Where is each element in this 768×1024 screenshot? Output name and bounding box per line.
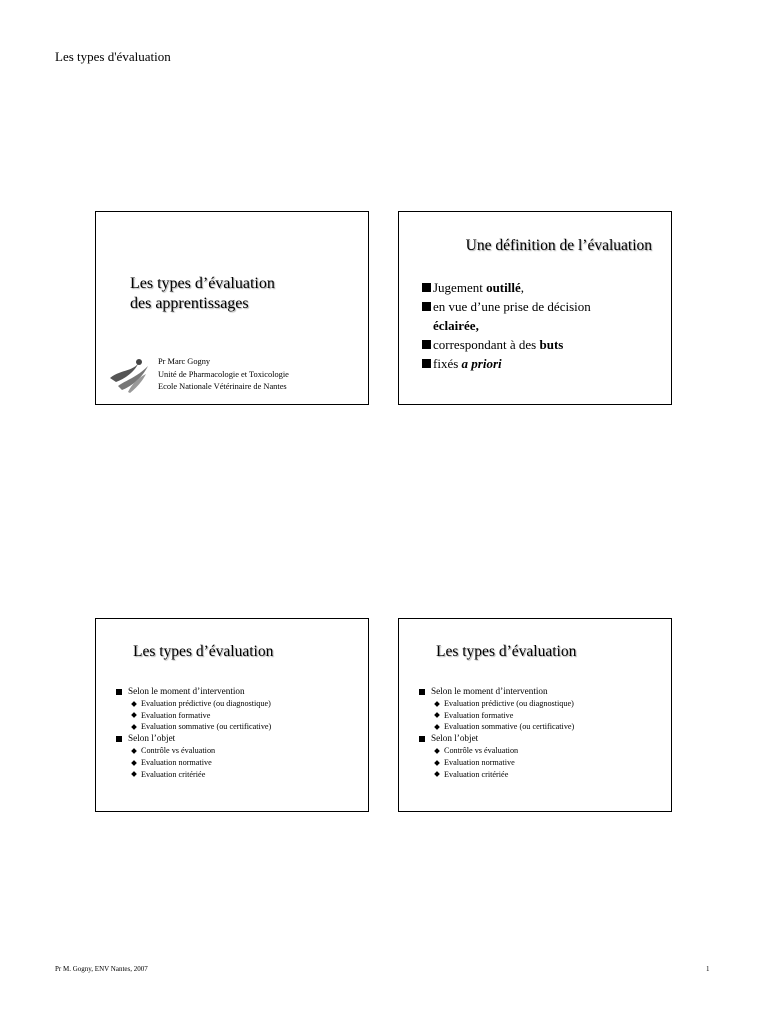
diamond-bullet-icon: [131, 748, 137, 754]
item-text: Evaluation formative: [141, 710, 211, 720]
author-name: Pr Marc Gogny: [158, 357, 211, 366]
slide-definition: [398, 211, 672, 405]
item-text: Evaluation prédictive (ou diagnostique): [141, 698, 271, 708]
item-continuation: éclairée,: [433, 318, 479, 333]
list-item: [116, 733, 271, 745]
slide-heading: Les types d’évaluation: [436, 643, 577, 660]
footer-page-number: 1: [706, 965, 710, 973]
item-text: Evaluation normative: [444, 757, 515, 767]
page-header-title: Les types d'évaluation: [55, 49, 171, 64]
slide-title-heading: [130, 274, 275, 314]
list-item: [116, 686, 271, 698]
item-text: Selon le moment d’intervention: [128, 686, 245, 696]
affiliation-unit: Unité de Pharmacologie et Toxicologie: [158, 369, 289, 379]
list-item: [419, 686, 574, 698]
item-text: Contrôle vs évaluation: [141, 745, 216, 755]
title-line-2: des apprentissages: [130, 295, 249, 312]
affiliation-school: Ecole Nationale Vétérinaire de Nantes: [158, 382, 287, 391]
school-logo-icon: [108, 356, 150, 394]
list-item: [419, 733, 574, 745]
author-block: [158, 356, 289, 394]
slide-heading: Une définition de l’évaluation: [465, 237, 652, 254]
diamond-bullet-icon: [131, 772, 137, 778]
sub-list-item: [116, 721, 271, 733]
square-bullet-icon: [116, 736, 122, 742]
square-bullet-icon: [422, 302, 431, 311]
item-text: Jugement: [433, 280, 487, 295]
item-text: Evaluation critériée: [444, 769, 509, 779]
item-text: Selon l’objet: [128, 733, 176, 744]
sub-list-item: [419, 721, 574, 733]
item-text: correspondant à des: [433, 337, 540, 352]
list-item: [422, 335, 591, 354]
square-bullet-icon: [419, 736, 425, 742]
item-text: ,: [520, 280, 524, 295]
sub-list-item: [419, 698, 574, 710]
item-text: fixés: [433, 356, 462, 371]
item-text: Evaluation normative: [141, 757, 212, 767]
diamond-bullet-icon: [434, 772, 440, 778]
diamond-bullet-icon: [434, 760, 440, 766]
diamond-bullet-icon: [434, 748, 440, 754]
sub-list-item: [419, 710, 574, 722]
title-line-1: Les types d’évaluation: [130, 275, 275, 292]
list-item: [422, 297, 591, 316]
diamond-bullet-icon: [434, 701, 440, 707]
item-text: Selon l’objet: [431, 733, 479, 744]
slide-title: [95, 211, 369, 405]
item-bold-italic-text: a priori: [461, 356, 502, 371]
item-text: en vue d’une prise de décision: [433, 299, 591, 314]
sub-list-item: [116, 745, 271, 757]
slide-types-2: [398, 618, 672, 812]
square-bullet-icon: [116, 689, 122, 695]
list-item: [422, 278, 591, 297]
list-item: [422, 354, 591, 373]
item-text: Evaluation formative: [444, 710, 514, 720]
diamond-bullet-icon: [434, 713, 440, 719]
sub-list-item: [116, 710, 271, 722]
square-bullet-icon: [422, 359, 431, 368]
item-text: Contrôle vs évaluation: [444, 745, 519, 755]
sub-list-item: [419, 745, 574, 757]
diamond-bullet-icon: [131, 724, 137, 730]
sub-list-item: [419, 769, 574, 781]
definition-list: [422, 278, 591, 373]
item-text: Selon le moment d’intervention: [431, 686, 548, 696]
square-bullet-icon: [419, 689, 425, 695]
item-text: Evaluation prédictive (ou diagnostique): [444, 698, 574, 708]
item-text: Evaluation sommative (ou certificative): [444, 722, 575, 732]
item-bold-text: outillé: [486, 280, 521, 295]
item-text: Evaluation sommative (ou certificative): [141, 722, 272, 732]
sub-list-item: [419, 757, 574, 769]
item-text: Evaluation critériée: [141, 769, 206, 779]
slide-heading: Les types d’évaluation: [133, 643, 274, 660]
types-list: [116, 686, 271, 780]
types-list: [419, 686, 574, 780]
diamond-bullet-icon: [131, 713, 137, 719]
sub-list-item: [116, 769, 271, 781]
sub-list-item: [116, 757, 271, 769]
diamond-bullet-icon: [434, 724, 440, 730]
sub-list-item: [116, 698, 271, 710]
square-bullet-icon: [422, 340, 431, 349]
slide-types-1: [95, 618, 369, 812]
item-bold-text: buts: [539, 337, 564, 352]
footer-author: Pr M. Gogny, ENV Nantes, 2007: [55, 965, 148, 973]
square-bullet-icon: [422, 283, 431, 292]
diamond-bullet-icon: [131, 701, 137, 707]
diamond-bullet-icon: [131, 760, 137, 766]
